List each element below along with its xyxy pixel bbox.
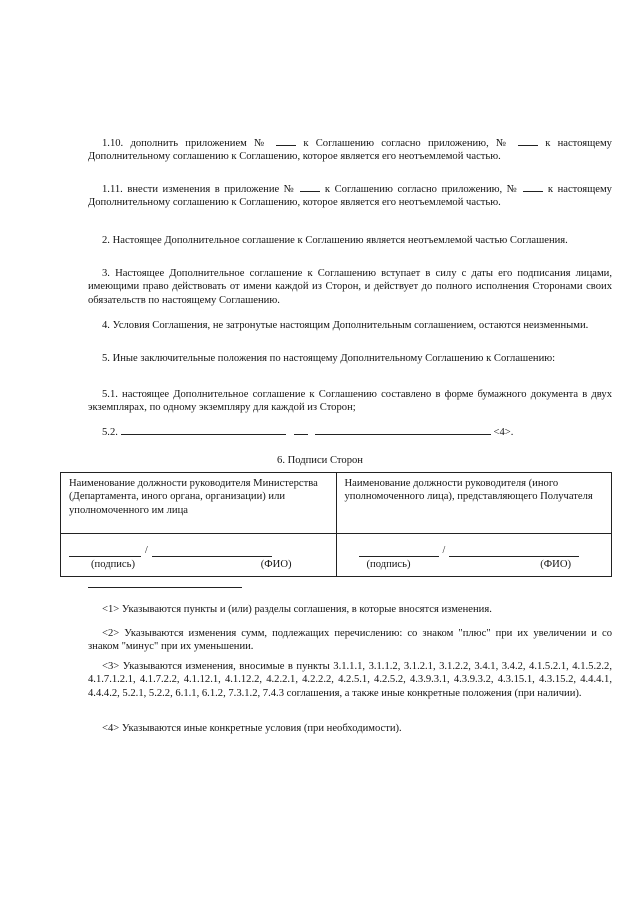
blank-field [315,425,491,435]
clause-1-11-text-a: 1.11. внести изменения в приложение № [102,184,301,195]
clause-1-10-text-c: к настоящему Дополнительному соглашению к Соглашению, которое является его неотъемлемой частью. [88,138,612,163]
paragraph-3: 3. Настоящее Дополнительное соглашение к Соглашению вступает в силу с даты его подписания лицами, имеющими право действовать от имени каждой из Сторон, и действует до полного исполнения Сторонами своих обязательств по настоящему Соглашению. [88,268,612,306]
clause-1-10-text-a: 1.10. дополнить приложением № [102,138,277,149]
footnote-2: <2> Указываются изменения сумм, подлежащих перечислению: со знаком "плюс" при их увеличении и со знаком "минус" при их уменьшении. [88,628,612,653]
footnote-3: <3> Указываются изменения, вносимые в пункты 3.1.1.1, 3.1.1.2, 3.1.2.1, 3.1.2.2, 3.4.1, 3.4.2, 4.1.5.2.1, 4.1.5.2.2, 4.1.7.1.2.1, 4.1.7.2.2, 4.1.12.1, 4.1.12.2, 4.2.2.1, 4.2.2.2, 4.2.5.1, 4.2.5.2, 4.3.9.3.1, 4.3.9.3.2, 4.3.15.1, 4.3.15.2, 4.4.4.1, 4.4.4.2, 5.2.1, 5.2.2, 6.1.1, 6.1.2, 7.3.1.2, 7.4.3 соглашения, а также иные конкретные положения (при наличии). [88,661,612,699]
signature-caption: (подпись) [366,559,411,571]
paragraph-5: 5. Иные заключительные положения по настоящему Дополнительному Соглашению к Соглашению: [102,353,556,364]
blank-field [276,137,296,146]
name-field [449,546,579,557]
clause-1-10 [88,137,612,164]
clause-1-11 [88,183,612,210]
name-caption: (ФИО) [260,559,292,571]
paragraph-2: 2. Настоящее Дополнительное соглашение к Соглашению является неотъемлемой частью Соглашения. [102,235,568,246]
blank-field [300,183,320,192]
right-signature-cell [336,534,612,577]
slash: / [442,545,446,556]
clause-1-11-text-c: к настоящему Дополнительному соглашению к Соглашению, которое является его неотъемлемой частью. [88,184,612,209]
signature-caption: (подпись) [91,559,135,571]
signatures-table [60,472,612,577]
paragraph-5-1: 5.1. настоящее Дополнительное соглашение к Соглашению составлено в форме бумажного документа в двух экземплярах, по одному экземпляру для каждой из Сторон; [88,389,612,414]
name-caption: (ФИО) [540,559,571,571]
left-party-header: Наименование должности руководителя Министерства (Департамента, иного органа, организации) или уполномоченного им лица [61,473,337,534]
blank-field [518,137,538,146]
footnote-4: <4> Указываются иные конкретные условия (при необходимости). [102,723,402,734]
footnote-1: <1> Указываются пункты и (или) разделы соглашения, в которые вносятся изменения. [102,604,492,615]
signature-field [359,546,439,557]
footnote-ref-4: <4>. [493,427,514,438]
footnote-separator [88,587,242,588]
right-party-header: Наименование должности руководителя (иного уполномоченного лица), представляющего Получателя [336,473,612,534]
name-field [152,546,272,557]
blank-field [121,425,286,435]
left-signature-cell [61,534,337,577]
right-signature-line [345,544,604,557]
paragraph-4: 4. Условия Соглашения, не затронутые настоящим Дополнительным соглашением, остаются неизменными. [102,320,589,331]
left-signature-line [69,544,328,557]
clause-1-11-text-b: к Соглашению согласно приложению, № [320,184,524,195]
clause-1-10-text-b: к Соглашению согласно приложению, № [296,138,518,149]
blank-field [294,425,308,435]
blank-field [523,183,543,192]
signatures-title: 6. Подписи Сторон [277,455,363,466]
signature-field [69,546,141,557]
paragraph-5-2-label: 5.2. [102,427,118,438]
paragraph-5-2 [102,425,513,439]
slash: / [145,545,148,556]
